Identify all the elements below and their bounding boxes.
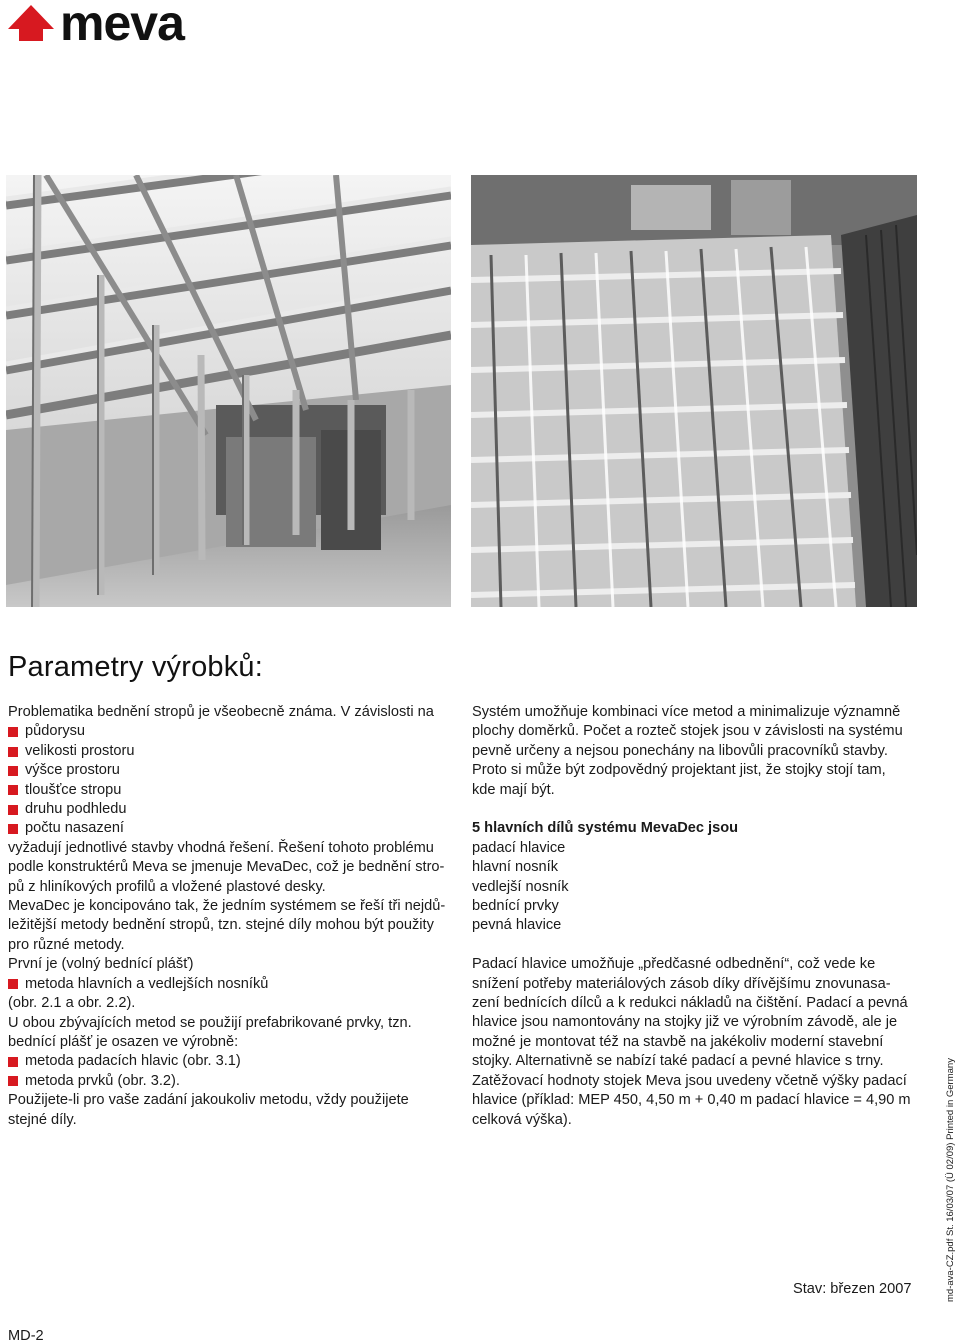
text-line: zení bednících dílců a k redukci nákladů na čištění. Padací a pevná — [472, 995, 908, 1012]
text-line: pro různé metody. — [8, 936, 125, 953]
text-line: možné je montovat též na stavbě na jakékoliv moderní stavební — [472, 1033, 884, 1050]
text-line: bednící plášť je osazen ve výrobně: — [8, 1033, 239, 1050]
text-line: celková výška). — [472, 1111, 572, 1128]
list-item: metoda hlavních a vedlejších nosníků — [8, 975, 456, 994]
list-item: velikosti prostoru — [8, 742, 456, 761]
right-text-column — [472, 703, 917, 1130]
bullet-square-icon — [8, 1076, 18, 1086]
page-heading: Parametry výrobků: — [8, 651, 264, 683]
text-line: kde mají být. — [472, 781, 555, 798]
parts-title: 5 hlavních dílů systému MevaDec jsou — [472, 820, 739, 837]
list-item: pevná hlavice — [472, 917, 562, 934]
text-line: podle konstruktérů Meva se jmenuje MevaDec, což je bednění stro- — [8, 859, 445, 876]
text-line: stojky. Alternativně se nabízí také padací a pevné hlavice s trny. — [472, 1053, 884, 1070]
text-line: snížení potřeby materiálových zásob díky dřívějšímu znovunasa- — [472, 975, 891, 992]
bullet-square-icon — [8, 727, 18, 737]
text-line: plochy doměrků. Počet a rozteč stojek jsou v závislosti na systému — [472, 723, 903, 740]
intro-line: Problematika bednění stropů je všeobecně známa. V závislosti na — [8, 704, 434, 720]
text-line: Proto si může být zodpovědný projektant jist, že stojky stojí tam, — [472, 762, 886, 779]
list-item: padací hlavice — [472, 839, 566, 856]
meva-logo — [6, 0, 184, 51]
list-item: bednící prvky — [472, 898, 559, 915]
print-note: md-ava-CZ.pdf St. 16/03/07 (Ü 02/09) Printed in Germany — [945, 1058, 956, 1302]
text-line: vyžadují jednotlivé stavby vhodná řešení. Řešení tohoto problému — [8, 839, 434, 856]
text-line: Použijete-li pro vaše zadání jakoukoliv metodu, vždy použijete — [8, 1092, 409, 1109]
text-line: pevně určeny a nejsou ponechány na libovůli pracovníků stavby. — [472, 742, 888, 759]
list-item: vedlejší nosník — [472, 878, 569, 895]
list-item: hlavní nosník — [472, 859, 558, 876]
text-line: hlavice (příklad: MEP 450, 4,50 m + 0,40 m padací hlavice = 4,90 m — [472, 1092, 911, 1109]
bullet-square-icon — [8, 824, 18, 834]
text-line: Padací hlavice umožňuje „předčasné odbednění“, což vede ke — [472, 956, 876, 973]
status-date: Stav: březen 2007 — [793, 1281, 912, 1297]
list-item: metoda prvků (obr. 3.2). — [8, 1072, 456, 1091]
meva-logo-mark-icon — [6, 3, 56, 43]
bullet-square-icon — [8, 766, 18, 776]
text-line: pů z hliníkových profilů a vložené plastové desky. — [8, 878, 326, 895]
list-item: výšce prostoru — [8, 761, 456, 780]
text-line: hlavice jsou namontovány na stojky již ve výrobním závodě, ale je — [472, 1014, 898, 1031]
page-number: MD-2 — [8, 1328, 44, 1344]
list-item: tloušťce stropu — [8, 781, 456, 800]
bullet-square-icon — [8, 979, 18, 989]
text-line: ležitější metody bednění stropů, tzn. stejné díly mohou být použity — [8, 917, 434, 934]
text-line: První je (volný bednící plášť) — [8, 956, 194, 973]
text-line: MevaDec je koncipováno tak, že jedním systémem se řeší tři nejdů- — [8, 898, 446, 915]
list-item: metoda padacích hlavic (obr. 3.1) — [8, 1052, 456, 1071]
text-line: U obou zbývajících metod se použijí prefabrikované prvky, tzn. — [8, 1014, 412, 1031]
bullet-square-icon — [8, 1057, 18, 1067]
list-item: druhu podhledu — [8, 800, 456, 819]
floor-formwork-aerial-photo — [471, 175, 917, 607]
bullet-square-icon — [8, 805, 18, 815]
text-line: Zatěžovací hodnoty stojek Meva jsou uvedeny včetně výšky padací — [472, 1072, 907, 1089]
text-line: (obr. 2.1 a obr. 2.2). — [8, 995, 136, 1012]
list-item: počtu nasazení — [8, 819, 456, 838]
floor-formwork-interior-photo — [6, 175, 451, 607]
left-text-column — [8, 703, 456, 1130]
bullet-square-icon — [8, 747, 18, 757]
list-item: půdorysu — [8, 722, 456, 741]
bullet-square-icon — [8, 785, 18, 795]
text-line: stejné díly. — [8, 1111, 77, 1128]
text-line: Systém umožňuje kombinaci více metod a minimalizuje významně — [472, 704, 901, 720]
brand-name: meva — [60, 0, 184, 51]
